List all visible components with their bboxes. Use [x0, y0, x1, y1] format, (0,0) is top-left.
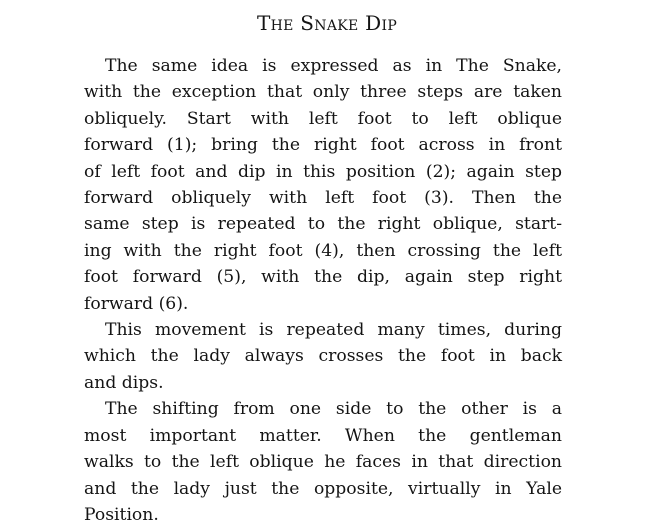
text-line: with the exception that only three steps are taken: [84, 82, 562, 103]
text-line: walks to the left oblique he faces in that direction: [84, 452, 562, 473]
text-line: obliquely. Start with left foot to left oblique: [84, 108, 562, 129]
text-line: most important matter. When the gentleman: [84, 425, 562, 446]
text-line: and dips.: [84, 372, 164, 393]
section-title: The Snake Dip: [256, 11, 398, 35]
text-line: same step is repeated to the right oblique, start-: [84, 214, 562, 235]
text-line: ing with the right foot (4), then crossing the left: [84, 240, 562, 261]
text-line: This movement is repeated many times, during: [105, 320, 562, 341]
text-line: of left foot and dip in this position (2); again step: [84, 161, 562, 182]
text-line: which the lady always crosses the foot in back: [84, 346, 562, 367]
text-line: The shifting from one side to the other is a: [105, 399, 562, 420]
text-line: forward obliquely with left foot (3). Then the: [84, 188, 562, 209]
text-line: and the lady just the opposite, virtually in Yale: [84, 478, 562, 499]
paragraph-2: [84, 317, 562, 396]
text-line: forward (6).: [84, 293, 189, 314]
body-text: [84, 53, 562, 528]
text-line: forward (1); bring the right foot across in front: [84, 135, 562, 156]
text-line: Position.: [84, 504, 159, 525]
text-line: The same idea is expressed as in The Snake,: [105, 56, 562, 76]
paragraph-1: [84, 53, 562, 317]
paragraph-3: [84, 396, 562, 528]
text-line: foot forward (5), with the dip, again step right: [84, 267, 562, 288]
